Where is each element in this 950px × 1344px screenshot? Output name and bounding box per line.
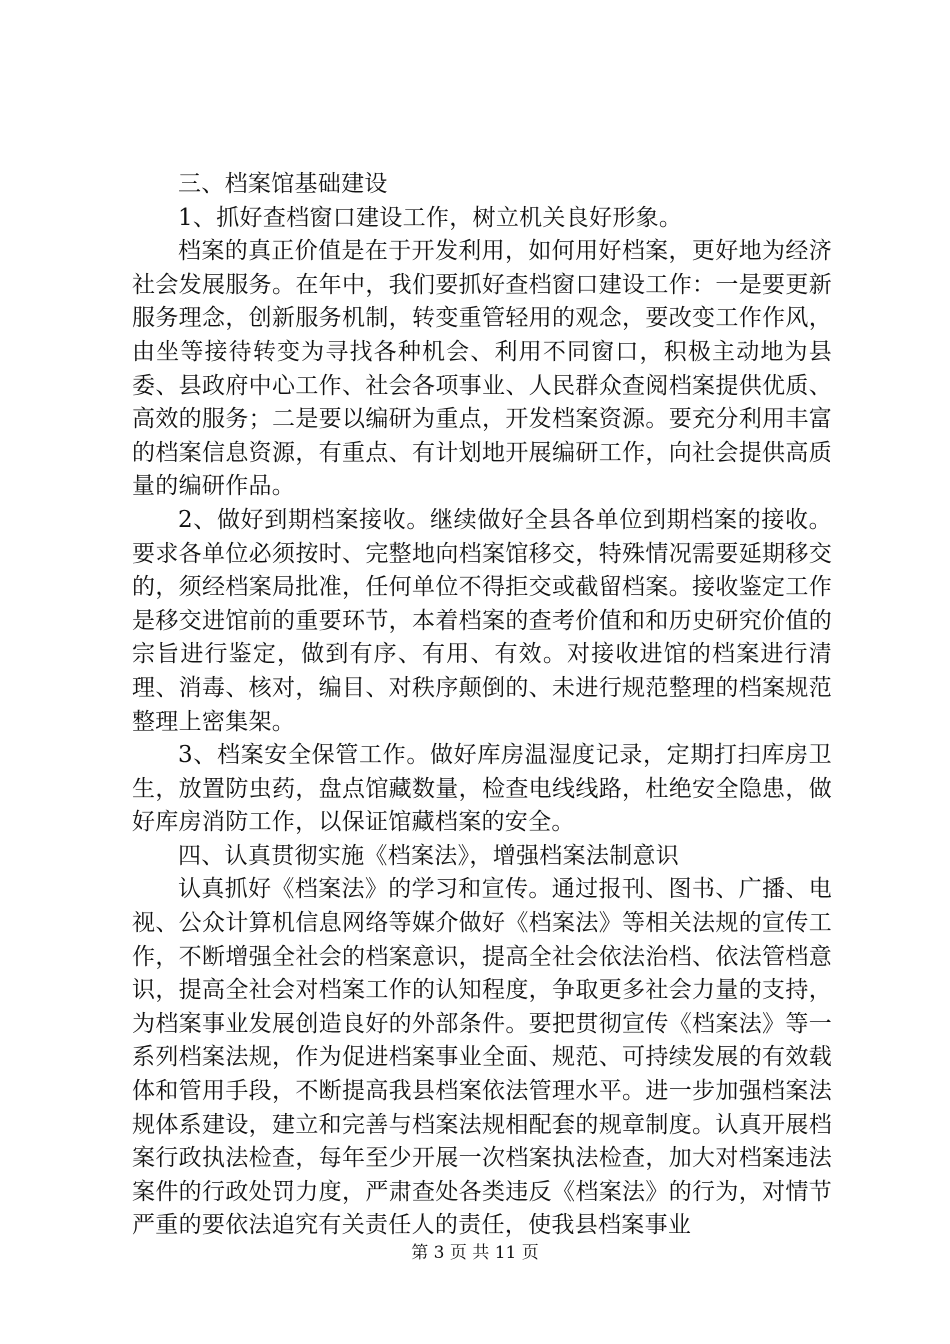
paragraph-item-1-heading: 1、抓好查档窗口建设工作，树立机关良好形象。 [178, 204, 683, 231]
paragraph-archive-law: 认真抓好《档案法》的学习和宣传。通过报刊、图书、广播、电视、公众计算机信息网络等媒介做好《档案法》等相关法规的宣传工作，不断增强全社会的档案意识，提高全社会依法治档、依法管档意识，提高全社会对档案工作的认知程度，争取更多社会力量的支持，为档案事业发展创造良好的外部条件。要把贯彻宣传《档案法》等一系列档案法规，作为促进档案事业全面、规范、可持续发展的有效载体和管用手段，不断提高我县档案依法管理水平。进一步加强档案法规体系建设，建立和完善与档案法规相配套的规章制度。认真开展档案行政执法检查，每年至少开展一次档案执法检查，加大对档案违法案件的行政处罚力度，严肃查处各类违反《档案法》的行为，对情节严重的要依法追究有关责任人的责任，使我县档案事业 [132, 876, 832, 1239]
page-footer: 第 3 页 共 11 页 [411, 1243, 539, 1263]
paragraph-archive-value: 档案的真正价值是在于开发利用，如何用好档案，更好地为经济社会发展服务。在年中，我们要抓好查档窗口建设工作：一是要更新服务理念，创新服务机制，转变重管轻用的观念，要改变工作作风，由坐等接待转变为寻找各种机会、利用不同窗口，积极主动地为县委、县政府中心工作、社会各项事业、人民群众查阅档案提供优质、高效的服务；二是要以编研为重点，开发档案资源。要充分利用丰富的档案信息资源，有重点、有计划地开展编研工作，向社会提供高质量的编研作品。 [132, 238, 832, 500]
paragraph-item-2: 2、做好到期档案接收。继续做好全县各单位到期档案的接收。要求各单位必须按时、完整地向档案馆移交，特殊情况需要延期移交的，须经档案局批准，任何单位不得拒交或截留档案。接收鉴定工作是移交进馆前的重要环节，本着档案的查考价值和和历史研究价值的宗旨进行鉴定，做到有序、有用、有效。对接收进馆的档案进行清理、消毒、核对，编目、对秩序颠倒的、未进行规范整理的档案规范整理上密集架。 [132, 506, 832, 735]
section-heading-3: 三、档案馆基础建设 [178, 171, 388, 197]
section-heading-4: 四、认真贯彻实施《档案法》，增强档案法制意识 [178, 842, 680, 869]
document-body [132, 168, 832, 1243]
paragraph-item-3: 3、档案安全保管工作。做好库房温湿度记录，定期打扫库房卫生，放置防虫药，盘点馆藏数量，检查电线线路，杜绝安全隐患，做好库房消防工作，以保证馆藏档案的安全。 [132, 742, 832, 836]
